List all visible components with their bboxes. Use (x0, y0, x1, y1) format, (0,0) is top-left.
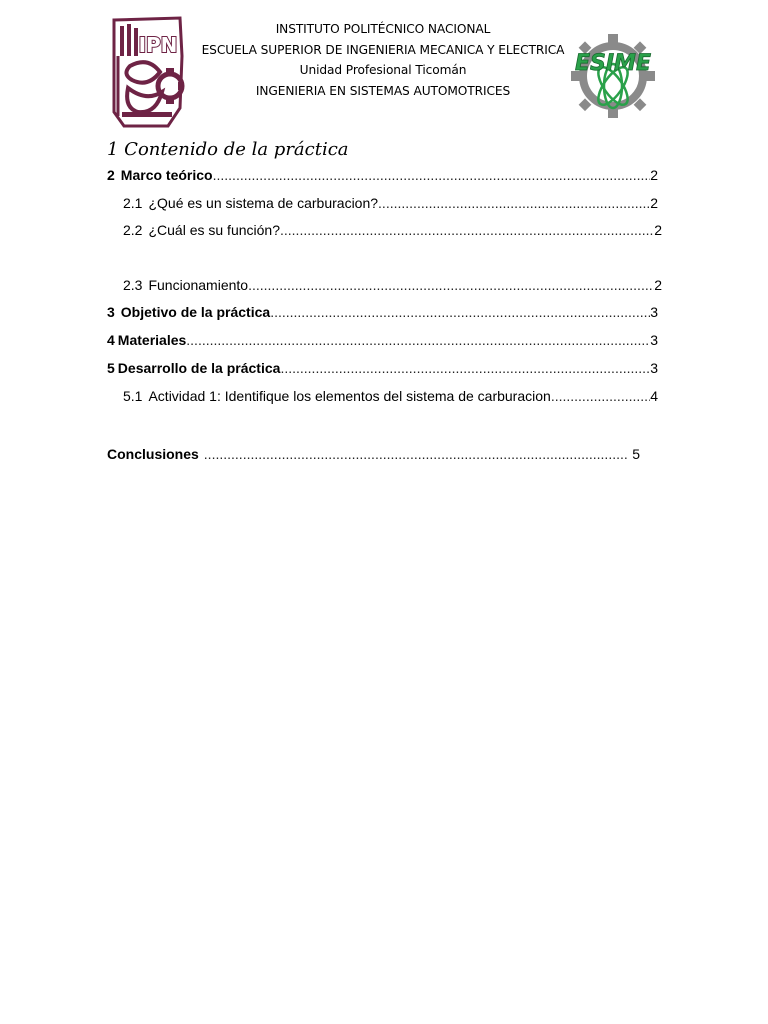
toc-entry-leader (213, 166, 651, 184)
toc-entry-number: 2.2 (123, 222, 143, 238)
toc-entry-number: 4 (107, 332, 115, 348)
toc-entry-number: 2.3 (123, 277, 143, 293)
program-name: INGENIERIA EN SISTEMAS AUTOMOTRICES (255, 83, 511, 98)
toc-entry-page: 2 (654, 222, 662, 238)
toc-entry-page: 3 (650, 360, 658, 376)
toc-heading: 1 Contenido de la práctica (107, 139, 349, 160)
toc-entry-label: Materiales (117, 332, 187, 348)
toc-entry-number: 5 (107, 360, 115, 376)
toc-entry-label: Conclusiones (107, 446, 199, 462)
toc-entry-leader (280, 359, 650, 377)
toc-entry-label: Funcionamiento (148, 277, 249, 293)
toc-entry-actividad-1[interactable] (123, 387, 658, 405)
toc-entry-leader (280, 221, 654, 239)
toc-entry-page: 5 (632, 446, 640, 462)
toc-entry-leader (270, 303, 650, 321)
toc-entry-leader (551, 387, 650, 405)
toc-entry-page: 2 (650, 195, 658, 211)
toc-entry-page: 2 (650, 167, 658, 183)
esime-logo-text: ESIME (575, 51, 651, 76)
toc-entry-page: 4 (650, 388, 658, 404)
ipn-logo (108, 16, 186, 130)
esime-logo (563, 28, 663, 120)
toc-entry-marco-teorico[interactable] (107, 166, 658, 184)
toc-entry-funcion[interactable] (123, 221, 662, 239)
toc-entry-page: 3 (650, 332, 658, 348)
campus-name: Unidad Profesional Ticomán (299, 63, 467, 78)
toc-entry-label: Marco teórico (120, 167, 213, 183)
toc-entry-conclusiones[interactable] (107, 445, 640, 463)
toc-entry-label: Objetivo de la práctica (120, 304, 271, 320)
toc-entry-objetivo[interactable] (107, 303, 658, 321)
toc-entry-number: 5.1 (123, 388, 143, 404)
toc-entry-label: ¿Qué es un sistema de carburacion? (148, 195, 379, 211)
toc-entry-sistema-carburacion[interactable] (123, 194, 658, 212)
institution-name: INSTITUTO POLITÉCNICO NACIONAL (275, 22, 491, 36)
toc-entry-funcionamiento[interactable] (123, 276, 662, 294)
toc-entry-page: 3 (650, 304, 658, 320)
header-text (190, 19, 576, 101)
toc-entry-leader (248, 276, 654, 294)
toc-entry-leader (378, 194, 650, 212)
toc-entry-leader (186, 331, 650, 349)
toc-entry-materiales[interactable] (107, 331, 658, 349)
toc-entry-page: 2 (654, 277, 662, 293)
toc-entry-number: 2 (107, 167, 115, 183)
toc-entry-label: ¿Cuál es su función? (148, 222, 280, 238)
toc-entry-label: Actividad 1: Identifique los elementos del sistema de carburacion (148, 388, 551, 404)
toc-entry-desarrollo[interactable] (107, 359, 658, 377)
school-name: ESCUELA SUPERIOR DE INGENIERIA MECANICA Y ELECTRICA (201, 42, 565, 57)
toc-entry-label: Desarrollo de la práctica (117, 360, 281, 376)
toc-entry-number: 2.1 (123, 195, 143, 211)
ipn-logo-text: IPN (138, 33, 178, 57)
toc-entry-leader (204, 445, 628, 463)
toc-entry-number: 3 (107, 304, 115, 320)
